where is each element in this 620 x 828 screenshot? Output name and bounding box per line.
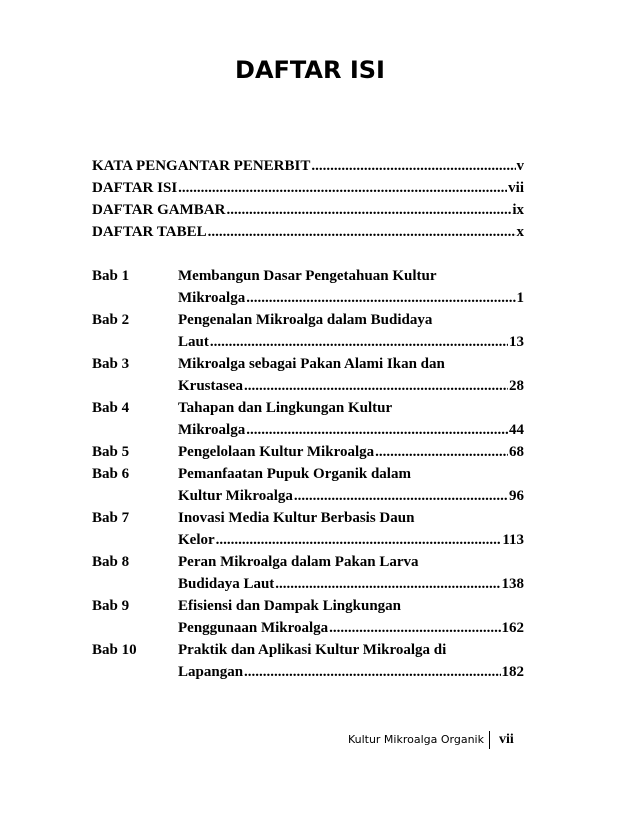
chapter-title-line2: Laut xyxy=(178,334,209,350)
chapter-title-line1: Pengenalan Mikroalga dalam Budidaya xyxy=(178,312,433,328)
chapter-number: Bab 3 xyxy=(92,356,130,372)
dot-leader xyxy=(311,155,515,177)
chapter-title-line1: Pemanfaatan Pupuk Organik dalam xyxy=(178,466,411,482)
toc-entry-label: DAFTAR ISI xyxy=(92,180,178,196)
chapter-entry-10[interactable] xyxy=(92,639,524,683)
chapter-number: Bab 4 xyxy=(92,400,130,416)
chapter-title-line1: Mikroalga sebagai Pakan Alami Ikan dan xyxy=(178,356,445,372)
chapter-page: 1 xyxy=(516,290,524,306)
chapter-entry-2[interactable] xyxy=(92,309,524,353)
page-footer xyxy=(0,731,620,749)
toc-entry-label: DAFTAR TABEL xyxy=(92,224,207,240)
dot-leader xyxy=(375,441,508,463)
footer-page-number: vii xyxy=(499,732,514,747)
chapter-entry-7[interactable] xyxy=(92,507,524,551)
chapter-number: Bab 6 xyxy=(92,466,130,482)
dot-leader xyxy=(210,331,508,353)
chapter-number: Bab 5 xyxy=(92,444,130,460)
chapter-number: Bab 7 xyxy=(92,510,130,526)
toc-entry-page: vii xyxy=(508,180,524,196)
dot-leader xyxy=(178,177,507,199)
chapter-number: Bab 2 xyxy=(92,312,130,328)
toc-entry-kata-pengantar[interactable] xyxy=(92,155,524,177)
chapter-page: 28 xyxy=(509,378,524,394)
dot-leader xyxy=(208,221,516,243)
toc-entry-label: KATA PENGANTAR PENERBIT xyxy=(92,158,311,174)
chapter-title-line1: Praktik dan Aplikasi Kultur Mikroalga di xyxy=(178,642,447,658)
page-title: DAFTAR ISI xyxy=(235,56,385,84)
toc-entry-page: x xyxy=(516,224,524,240)
chapter-title-line1: Inovasi Media Kultur Berbasis Daun xyxy=(178,510,415,526)
dot-leader xyxy=(244,375,508,397)
dot-leader xyxy=(246,419,508,441)
chapter-title-line2: Kelor xyxy=(178,532,215,548)
dot-leader xyxy=(226,199,511,221)
chapter-entry-5[interactable] xyxy=(92,441,524,463)
dot-leader xyxy=(294,485,508,507)
chapter-entry-8[interactable] xyxy=(92,551,524,595)
chapter-page: 138 xyxy=(501,576,524,592)
chapter-page: 68 xyxy=(509,444,524,460)
chapter-title: Pengelolaan Kultur Mikroalga xyxy=(178,444,375,460)
chapter-page: 113 xyxy=(502,532,524,548)
chapter-entry-3[interactable] xyxy=(92,353,524,397)
chapter-number: Bab 1 xyxy=(92,268,130,284)
chapter-number: Bab 9 xyxy=(92,598,130,614)
footer-book-title: Kultur Mikroalga Organik xyxy=(347,733,484,746)
chapter-title-line2: Krustasea xyxy=(178,378,243,394)
chapter-title-line2: Mikroalga xyxy=(178,290,246,306)
chapter-entry-9[interactable] xyxy=(92,595,524,639)
chapter-page: 96 xyxy=(509,488,524,504)
chapter-entry-1[interactable] xyxy=(92,265,524,309)
toc-entry-daftar-gambar[interactable] xyxy=(92,199,524,221)
chapter-page: 182 xyxy=(501,664,524,680)
chapter-title-line2: Budidaya Laut xyxy=(178,576,275,592)
chapter-list xyxy=(92,265,524,683)
dot-leader xyxy=(275,573,500,595)
footer-divider xyxy=(489,731,490,749)
toc-entry-daftar-tabel[interactable] xyxy=(92,221,524,243)
chapter-title-line1: Membangun Dasar Pengetahuan Kultur xyxy=(178,268,437,284)
dot-leader xyxy=(329,617,500,639)
chapter-page: 44 xyxy=(509,422,524,438)
chapter-entry-6[interactable] xyxy=(92,463,524,507)
front-matter-list xyxy=(92,155,524,243)
toc-entry-daftar-isi[interactable] xyxy=(92,177,524,199)
chapter-page: 13 xyxy=(509,334,524,350)
dot-leader xyxy=(216,529,502,551)
chapter-title-line2: Kultur Mikroalga xyxy=(178,488,293,504)
dot-leader xyxy=(244,661,500,683)
chapter-number: Bab 10 xyxy=(92,642,137,658)
toc-entry-page: ix xyxy=(512,202,524,218)
chapter-page: 162 xyxy=(501,620,524,636)
chapter-number: Bab 8 xyxy=(92,554,130,570)
dot-leader xyxy=(246,287,515,309)
chapter-title-line1: Efisiensi dan Dampak Lingkungan xyxy=(178,598,402,614)
toc-entry-page: v xyxy=(516,158,524,174)
chapter-title-line2: Lapangan xyxy=(178,664,244,680)
toc-entry-label: DAFTAR GAMBAR xyxy=(92,202,226,218)
chapter-title-line2: Penggunaan Mikroalga xyxy=(178,620,329,636)
chapter-title-line1: Peran Mikroalga dalam Pakan Larva xyxy=(178,554,419,570)
chapter-title-line1: Tahapan dan Lingkungan Kultur xyxy=(178,400,393,416)
chapter-title-line2: Mikroalga xyxy=(178,422,246,438)
chapter-entry-4[interactable] xyxy=(92,397,524,441)
